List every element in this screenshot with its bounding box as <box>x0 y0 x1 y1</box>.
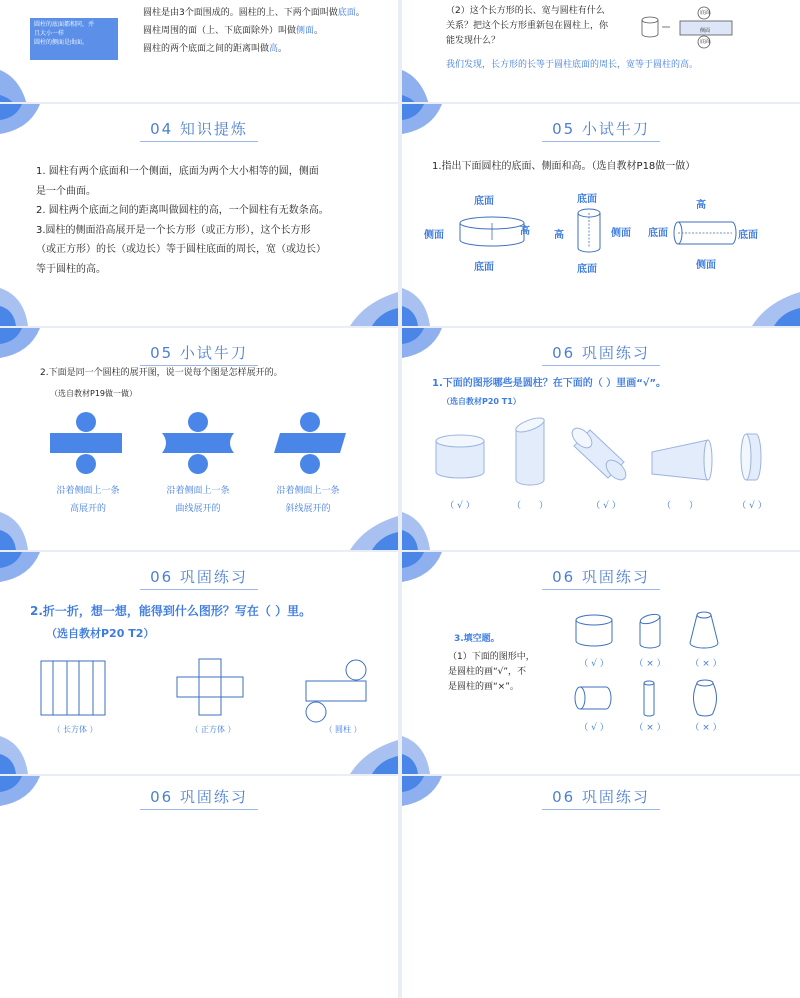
question-text: （2）这个长方形的长、宽与圆柱有什么 关系？把这个长方形重新包在圆柱上，你 能发现什么？ <box>446 6 609 46</box>
slide-unrolled-side <box>402 0 800 102</box>
label-c-right: 底面 <box>738 230 758 241</box>
slide-knowledge-summary <box>0 104 398 326</box>
shape-fill-3 <box>688 610 720 650</box>
mark-2: （ ） <box>511 501 548 511</box>
label-b-top: 底面 <box>577 194 597 205</box>
corner-decoration-icon <box>330 282 398 326</box>
caption-slanted: 沿着侧面上一条 斜线展开的 <box>276 486 340 514</box>
mark-1: （ √ ） <box>445 501 475 511</box>
corner-decoration-icon <box>402 282 462 326</box>
slide-exercise-next-right <box>402 776 800 998</box>
slide-exercise-next-left <box>0 776 398 998</box>
corner-decoration-icon <box>0 60 80 102</box>
question-text: 1.下面的图形哪些是圆柱？在下面的（ ）里画“√”。 <box>432 378 667 389</box>
mark-fill-4: （ √ ） <box>579 723 609 733</box>
shape-fill-5 <box>642 680 656 718</box>
slide-title: 05 小试牛刀 <box>402 118 800 139</box>
slide-exercise-identify <box>402 328 800 550</box>
label-a-left: 侧面 <box>424 230 444 241</box>
corner-decoration-icon <box>330 506 398 550</box>
shape-cylinder-2 <box>740 432 762 482</box>
slide-title: 06 巩固练习 <box>402 566 800 587</box>
label-c-bottom: 侧面 <box>696 260 716 271</box>
slide-practice-parts <box>402 104 800 326</box>
exercise-text: （1）下面的图形中， 是圆柱的画“√”，不 是圆柱的画“×”。 <box>448 652 535 692</box>
slide-exercise-fill <box>402 552 800 774</box>
source-text: （选自教材P20 T1） <box>442 397 521 406</box>
slide-title: 06 巩固练习 <box>0 786 398 807</box>
corner-decoration-icon <box>402 506 462 550</box>
net-figure-straight <box>50 412 122 474</box>
question-text: 2.折一折，想一想，能得到什么图形？写在（ ）里。 <box>30 604 312 618</box>
question-text: 1.指出下面圆柱的底面、侧面和高。（选自教材P18做一做） <box>432 161 696 172</box>
net-figure-slanted <box>274 412 346 474</box>
corner-decoration-icon <box>0 506 60 550</box>
question-text: 2.下面是同一个圆柱的展开图，说一说每个图是怎样展开的。 <box>40 368 283 378</box>
net-cylinder <box>304 660 368 724</box>
summary-text: 1. 圆柱有两个底面和一个侧面，底面为两个大小相等的圆，侧面 是一个曲面。 2. 圆柱两个底面之间的距离叫做圆柱的高，一个圆柱有无数条高。 3.圆柱的侧面沿高展开是一个长方形（或正方形），这个长方形 （或正方形）的长（或边长）等于圆柱底面的周长，宽（或边长） 等于圆柱的高。 <box>36 166 329 275</box>
faces-line-2: 圆柱周围的面（上、下底面除外）叫做侧面。 <box>143 26 324 36</box>
shape-fill-6 <box>692 678 718 718</box>
shape-fill-2 <box>638 612 662 650</box>
caption-straight: 沿着侧面上一条 高展开的 <box>56 486 120 514</box>
exercise-heading: 3.填空题。 <box>454 634 500 644</box>
net-label-top: 底面 <box>700 10 711 16</box>
mark-fill-2: （ × ） <box>634 659 666 669</box>
corner-decoration-icon <box>732 282 800 326</box>
net-cube <box>176 658 244 716</box>
mark-4: （ ） <box>661 501 698 511</box>
faces-line-1: 圆柱是由3个面围成的。圆柱的上、下两个面叫做底面。 <box>143 8 365 18</box>
mark-3: （ √ ） <box>591 501 621 511</box>
label-a-right: 高 <box>520 226 530 237</box>
corner-decoration-icon <box>0 730 60 774</box>
corner-decoration-icon <box>330 730 398 774</box>
net-cuboid <box>40 660 106 716</box>
slide-exercise-fold <box>0 552 398 774</box>
label-b-right: 侧面 <box>611 228 631 239</box>
corner-decoration-icon <box>402 60 482 102</box>
shape-frustum <box>648 438 712 482</box>
corner-decoration-icon <box>0 282 60 326</box>
slide-title: 06 巩固练习 <box>402 342 800 363</box>
label-c-left: 底面 <box>648 228 668 239</box>
source-text: （选自教材P19做一做） <box>50 389 138 398</box>
shape-tilted-cylinder <box>570 432 628 482</box>
faces-line-3: 圆柱的两个底面之间的距离叫做高。 <box>143 44 288 54</box>
net-figure-curve <box>162 412 234 474</box>
slide-title: 06 巩固练习 <box>0 566 398 587</box>
label-a-top: 底面 <box>474 196 494 207</box>
label-c-top: 高 <box>696 200 706 211</box>
label-b-bottom: 底面 <box>577 264 597 275</box>
mark-fill-5: （ × ） <box>634 723 666 733</box>
mark-fill-1: （ √ ） <box>579 659 609 669</box>
slide-cylinder-faces <box>0 0 398 102</box>
answer-text: 我们发现，长方形的长等于圆柱底面的周长，宽等于圆柱的高。 <box>446 60 699 70</box>
mark-5: （ √ ） <box>737 501 767 511</box>
slide-title: 06 巩固练习 <box>402 786 800 807</box>
slide-title: 05 小试牛刀 <box>0 342 398 363</box>
shape-fill-1 <box>574 614 614 648</box>
mark-fill-6: （ × ） <box>690 723 722 733</box>
source-text: （选自教材P20 T2） <box>46 627 155 640</box>
cylinder-figure-b <box>576 208 602 254</box>
caption-curve: 沿着侧面上一条 曲线展开的 <box>166 486 230 514</box>
note-box: 圆柱的底面都相同，并 且大小一样 圆柱的侧面是曲面。 <box>30 18 118 60</box>
shape-cylinder-1 <box>434 434 486 480</box>
shape-fill-4 <box>574 684 612 712</box>
net-label-side: 侧面 <box>700 28 711 34</box>
slide-title: 04 知识提炼 <box>0 118 398 139</box>
faces-text <box>143 4 365 58</box>
answer-cylinder: （ 圆柱 ） <box>324 725 362 734</box>
slide-practice-nets <box>0 328 398 550</box>
corner-decoration-icon <box>402 730 462 774</box>
answer-cuboid: （ 长方体 ） <box>52 725 98 734</box>
label-a-bottom: 底面 <box>474 262 494 273</box>
label-b-left: 高 <box>554 230 564 241</box>
cylinder-figure-c <box>672 220 738 246</box>
net-label-bottom: 底面 <box>700 39 711 45</box>
shape-slanted-cylinder <box>514 416 548 488</box>
cylinder-figure-a <box>458 216 526 250</box>
answer-cube: （ 正方体 ） <box>190 725 236 734</box>
mark-fill-3: （ × ） <box>690 659 722 669</box>
